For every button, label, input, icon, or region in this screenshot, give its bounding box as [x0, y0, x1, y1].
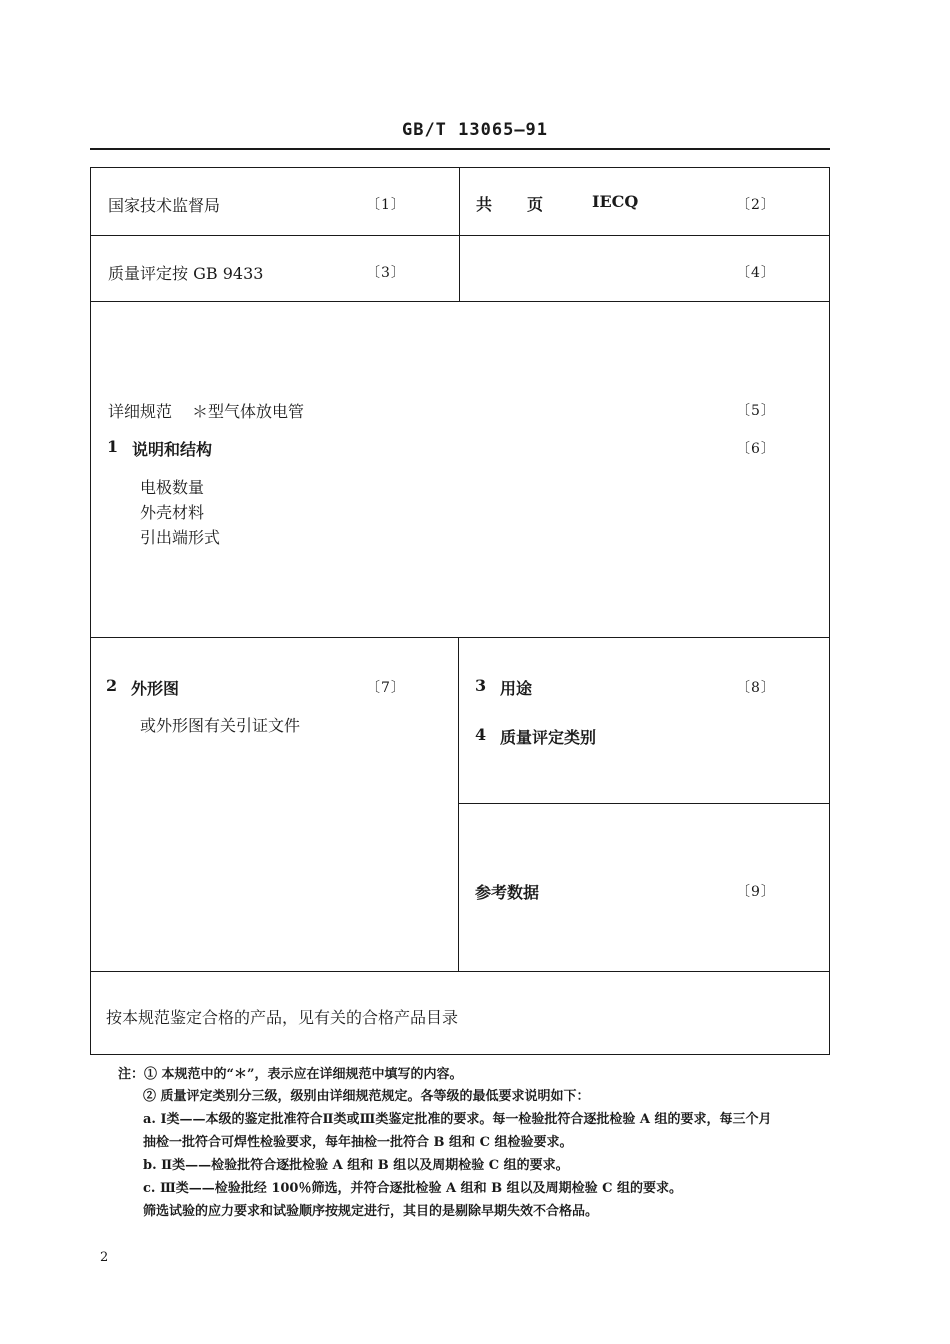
note-line-3: a. Ⅰ类——本级的鉴定批准符合Ⅱ类或Ⅲ类鉴定批准的要求。每一检验批符合逐批检验 A 组的要求，每三个月	[143, 1112, 772, 1127]
reference-data-label: 参考数据	[475, 883, 540, 902]
section-4-title: 质量评定类别	[500, 728, 597, 747]
section-2-title: 外形图	[131, 679, 180, 698]
row1-divider	[90, 235, 830, 236]
item-terminal-form: 引出端形式	[140, 528, 221, 547]
ref-3: 〔3〕	[366, 265, 406, 281]
top-column-divider	[459, 167, 460, 301]
detail-spec-title: ＊型气体放电管	[192, 402, 305, 421]
row4-divider	[90, 971, 830, 972]
row3-divider	[90, 637, 830, 638]
note-line-2: ② 质量评定类别分三级，级别由详细规范规定。各等级的最低要求说明如下：	[143, 1089, 590, 1104]
detail-spec-label: 详细规范	[108, 402, 173, 421]
ref-1: 〔1〕	[366, 197, 406, 213]
ref-4: 〔4〕	[736, 265, 776, 281]
ref-6: 〔6〕	[736, 441, 776, 457]
page-number: 2	[100, 1250, 109, 1265]
ref-5: 〔5〕	[736, 403, 776, 419]
row4-inner-divider	[458, 803, 830, 804]
ref-2: 〔2〕	[736, 197, 776, 213]
header-rule	[90, 148, 830, 150]
ref-9: 〔9〕	[736, 884, 776, 900]
item-electrode-count: 电极数量	[140, 478, 205, 497]
note-line-7: 筛选试验的应力要求和试验顺序按规定进行，其目的是剔除早期失效不合格品。	[143, 1204, 599, 1219]
section-1-title: 说明和结构	[132, 440, 213, 459]
pages-label: 页	[527, 195, 544, 214]
outline-drawing-note: 或外形图有关引证文件	[140, 716, 301, 735]
section-1-number: 1	[107, 437, 119, 456]
quality-assessment-basis: 质量评定按 GB 9433	[108, 264, 264, 283]
item-shell-material: 外壳材料	[140, 503, 205, 522]
row2-divider	[90, 301, 830, 302]
section-3-number: 3	[475, 676, 487, 695]
total-label: 共	[476, 195, 493, 214]
ref-8: 〔8〕	[736, 680, 776, 696]
note-line-5: b. Ⅱ类——检验批符合逐批检验 A 组和 B 组以及周期检验 C 组的要求。	[143, 1158, 569, 1173]
section-4-number: 4	[475, 725, 487, 744]
note-line-1: 注：① 本规范中的“＊”，表示应在详细规范中填写的内容。	[118, 1067, 463, 1082]
issuing-authority: 国家技术监督局	[108, 196, 221, 215]
iecq-label: IECQ	[592, 192, 639, 211]
qualified-products-note: 按本规范鉴定合格的产品，见有关的合格产品目录	[106, 1008, 459, 1027]
section-3-title: 用途	[500, 679, 533, 698]
note-line-4: 抽检一批符合可焊性检验要求，每年抽检一批符合 B 组和 C 组检验要求。	[143, 1135, 573, 1150]
lower-column-divider	[458, 637, 459, 971]
document-header: GB/T 13065—91	[401, 120, 549, 140]
ref-7: 〔7〕	[366, 680, 406, 696]
section-2-number: 2	[106, 676, 118, 695]
note-line-6: c. Ⅲ类——检验批经 100％筛选，并符合逐批检验 A 组和 B 组以及周期检验 C 组的要求。	[143, 1181, 683, 1196]
